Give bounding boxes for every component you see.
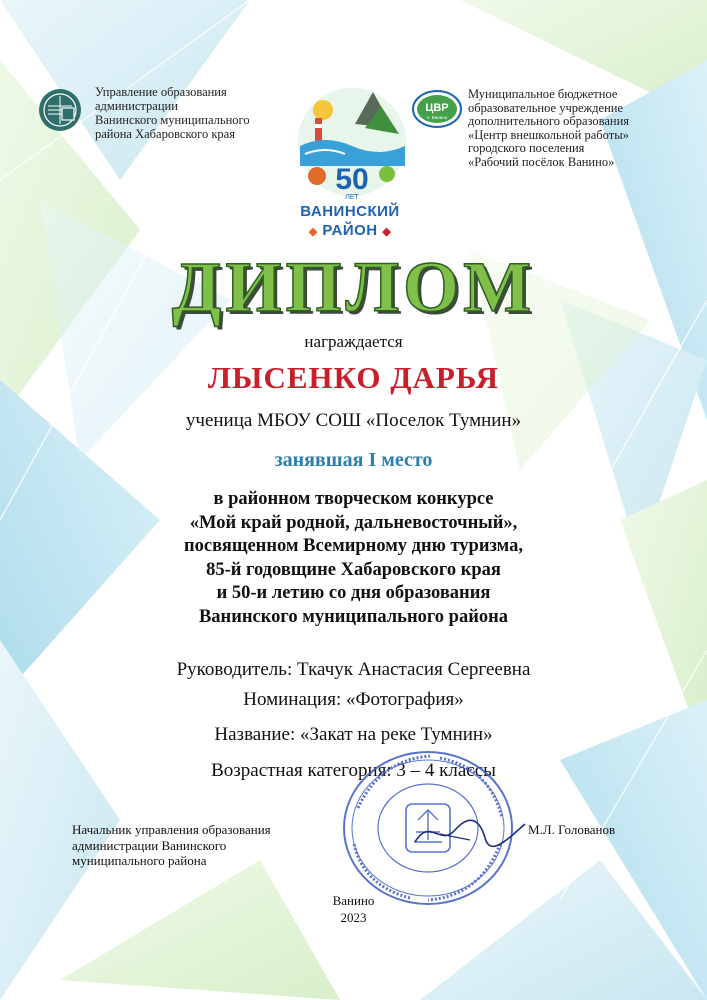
- contest-line: в районном творческом конкурсе: [213, 489, 494, 509]
- diamond-icon: ◆: [308, 226, 318, 238]
- right-org-line: городского поселения: [468, 141, 585, 155]
- education-department-emblem-icon: [38, 88, 82, 132]
- district-name-line2: РАЙОН: [322, 222, 378, 239]
- right-org-line: образовательное учреждение: [468, 100, 624, 115]
- contest-line: и 50-и летию со дня образования: [216, 583, 491, 603]
- awarded-label: награждается: [304, 332, 403, 351]
- right-org-line: «Рабочий посёлок Ванино»: [468, 154, 615, 169]
- left-org-line: района Хабаровского края: [95, 127, 235, 141]
- cvr-logo-icon: [412, 90, 462, 128]
- left-org-line: Управление образования: [95, 85, 227, 99]
- signer-title-line: муниципального района: [72, 853, 207, 868]
- signer-title: [72, 822, 352, 869]
- district-name-line2-row: [280, 221, 420, 242]
- logo-years-label: ЛЕТ: [345, 194, 359, 201]
- contest-description: [0, 488, 707, 629]
- recipient-school: ученица МБОУ СОШ «Поселок Тумнин»: [185, 410, 522, 431]
- cvr-logo-text: ЦВР: [425, 102, 449, 114]
- year: 2023: [340, 910, 367, 925]
- diploma-title: ДИПЛОМ: [171, 247, 536, 327]
- signature-icon: [410, 812, 530, 852]
- contest-line: посвященном Всемирному дню туризма,: [183, 536, 524, 556]
- recipient-name: ЛЫСЕНКО ДАРЬЯ: [207, 360, 500, 395]
- signer-title-line: Начальник управления образования: [72, 822, 271, 837]
- age-category-line: Возрастная категория: 3 – 4 классы: [211, 760, 496, 781]
- diamond-icon: ◆: [382, 226, 392, 238]
- supervisor-line: Руководитель: Ткачук Анастасия Сергеевна: [176, 659, 531, 680]
- left-org-line: администрации: [95, 99, 178, 113]
- logo-years-number: 50: [335, 163, 369, 196]
- award-place: занявшая I место: [274, 449, 433, 471]
- contest-line: 85-й годовщине Хабаровского края: [206, 559, 501, 580]
- nomination-line: Номинация: «Фотография»: [243, 689, 464, 710]
- contest-line: Ванинского муниципального района: [198, 606, 509, 627]
- right-org-line: «Центр внешкольной работы»: [468, 127, 629, 142]
- signer-name: М.Л. Голованов: [528, 822, 616, 837]
- cvr-organization-name: [468, 88, 678, 169]
- district-name: [280, 202, 420, 242]
- work-title-line: Название: «Закат на реке Тумнин»: [214, 724, 493, 745]
- vanino-district-50-years-logo-icon: [295, 84, 410, 202]
- left-org-line: Ванинского муниципального: [95, 113, 250, 127]
- right-org-line: Муниципальное бюджетное: [468, 87, 618, 101]
- district-name-line1: ВАНИНСКИЙ: [300, 203, 400, 220]
- contest-line: «Мой край родной, дальневосточный»,: [189, 512, 518, 533]
- education-department-name: [95, 85, 315, 141]
- city: Ванино: [332, 893, 375, 908]
- cvr-logo-subtext: п. Ванино: [426, 115, 448, 120]
- right-org-line: дополнительного образования: [468, 114, 630, 128]
- signer-title-line: администрации Ванинского: [72, 837, 227, 853]
